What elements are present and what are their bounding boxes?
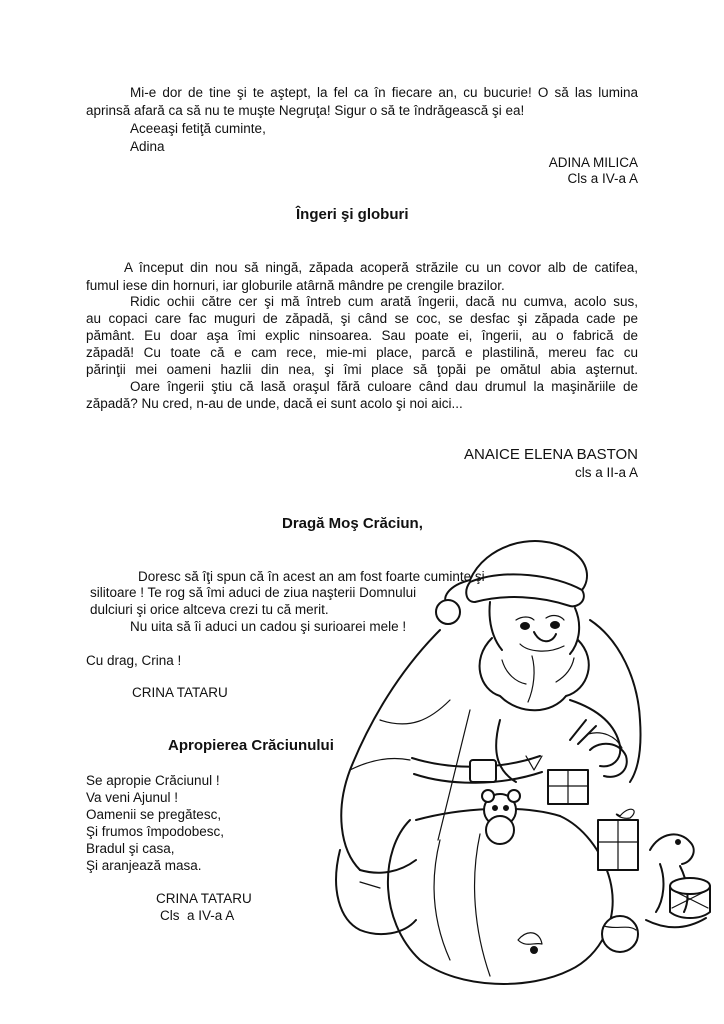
story-line-8: Oare îngerii ştiu că lasă oraşul fără culoare când dau drumul la maşinăriile de: [130, 379, 638, 394]
story-line-7: părinţii mei oameni hazlii din nea, şi îmi place să ţopăi pe omătul abia aşternut.: [86, 362, 638, 377]
poem-line-6: Şi aranjează masa.: [86, 858, 202, 873]
santa-letter-line-2: silitoare ! Te rog să îmi aduci de ziua naşterii Domnului: [90, 585, 417, 600]
santa-letter-line-4: Nu uita să îi aduci un cadou şi surioarei mele !: [130, 619, 407, 634]
story-line-5: pământ. Eu doar aşa îmi explic ninsoarea. Sau poate ei, îngerii, au o fabrică de: [86, 328, 638, 343]
letter-line-1: Mi-e dor de tine şi te aştept, la fel ca în fiecare an, cu bucurie! O să las lumina: [130, 85, 638, 100]
letter-line-2: aprinsă afară ca să nu te muşte Negruţa! Sigur o să te îndrăgească şi ea!: [86, 103, 525, 118]
letter-author-class: Cls a IV-a A: [567, 171, 638, 186]
story-line-3: Ridic ochii către cer şi mă întreb cum arată îngerii, dacă nu cumva, acolo sus,: [130, 294, 638, 309]
santa-letter-line-3: dulciuri şi orice altceva crezi tu că merit.: [90, 602, 329, 617]
story-line-2: fumul iese din hornuri, iar globurile atârnă mândre pe crengile brazilor.: [86, 278, 505, 293]
poem-line-2: Va veni Ajunul !: [86, 790, 179, 805]
letter-author: ADINA MILICA: [548, 155, 638, 170]
santa-letter-line-1: Doresc să îţi spun că în acest an am fost foarte cuminte şi: [138, 569, 485, 584]
poem-author-class: Cls a IV-a A: [160, 908, 235, 923]
santa-letter-title: Dragă Moş Crăciun,: [282, 515, 423, 532]
santa-letter-closing: Cu drag, Crina !: [86, 653, 182, 668]
story-line-1: A început din nou să ningă, zăpada acoperă străzile cu un covor alb de catifea,: [124, 260, 638, 275]
story-line-9: zăpadă? Nu cred, n-au de unde, dacă ei sunt acolo şi noi aici...: [86, 396, 463, 411]
story-author-class: cls a II-a A: [574, 465, 638, 480]
poem-author: CRINA TATARU: [156, 891, 252, 906]
poem-line-1: Se apropie Crăciunul !: [86, 773, 220, 788]
story-author: ANAICE ELENA BASTON: [464, 446, 638, 463]
story-line-6: zăpadă! Cu toate că e cam rece, mie-mi place, parcă e plastilină, mereu fac cu: [86, 345, 638, 360]
santa-letter-author: CRINA TATARU: [132, 685, 228, 700]
poem-line-4: Şi frumos împodobesc,: [86, 824, 225, 839]
story-title: Îngeri şi globuri: [296, 206, 409, 223]
letter-line-4: Adina: [130, 139, 165, 154]
poem-title: Apropierea Crăciunului: [168, 737, 334, 754]
poem-line-3: Oamenii se pregătesc,: [86, 807, 222, 822]
letter-line-3: Aceeaşi fetiţă cuminte,: [130, 121, 266, 136]
story-line-4: au copaci care fac muguri de zăpadă, şi când se coc, se desfac şi zăpada cade pe: [86, 311, 638, 326]
poem-line-5: Bradul şi casa,: [86, 841, 175, 856]
